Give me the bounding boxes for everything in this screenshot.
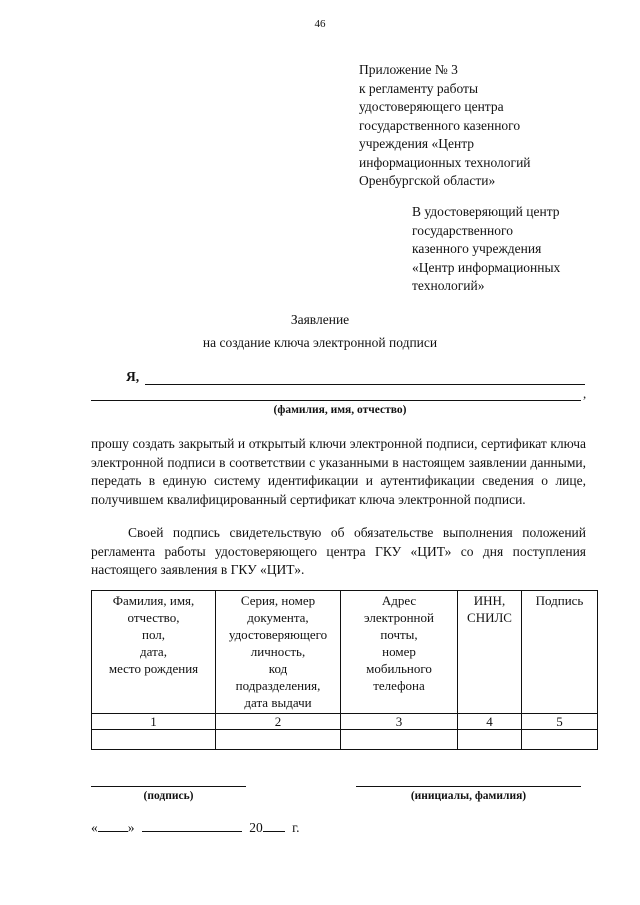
date-open-quote: «	[91, 820, 98, 835]
header-contact-cell: Адрес электронной почты, номер мобильного телефона	[341, 591, 458, 714]
obligation-paragraph: Своей подпись свидетельствую об обязательстве выполнения положений регламента работы удостоверяющего центра ГКУ «ЦИТ» со дня поступления настоящего заявления в ГКУ «ЦИТ».	[91, 525, 586, 578]
date-line	[91, 820, 300, 836]
day-blank[interactable]	[98, 831, 128, 832]
year-blank[interactable]	[263, 831, 285, 832]
year-suffix: г.	[292, 820, 300, 835]
addressee-line: казенного учреждения	[412, 241, 542, 256]
annex-line: Оренбургской области»	[359, 173, 496, 188]
initials-line[interactable]	[356, 786, 581, 787]
annex-line: государственного казенного	[359, 117, 521, 133]
entry-document-cell[interactable]	[216, 730, 341, 750]
document-title: Заявление	[290, 312, 350, 327]
page-number: 46	[314, 18, 326, 30]
annex-line: к регламенту работы	[359, 80, 479, 96]
addressee-line: технологий»	[412, 278, 485, 293]
annex-line: удостоверяющего центра	[359, 99, 504, 114]
addressee-line: государственного	[412, 222, 513, 238]
month-blank[interactable]	[142, 831, 242, 832]
initials-caption: (инициалы, фамилия)	[410, 790, 527, 802]
entry-inn-snils-cell[interactable]	[458, 730, 522, 750]
addressee-line: «Центр информационных	[412, 259, 561, 275]
column-number: 1	[92, 714, 216, 730]
entry-contact-cell[interactable]	[341, 730, 458, 750]
applicant-name-line-1[interactable]	[145, 384, 585, 385]
addressee-line: В удостоверяющий центр	[412, 204, 560, 219]
addressee-block	[412, 203, 612, 296]
entry-full-name-cell[interactable]	[92, 730, 216, 750]
applicant-name-line-2[interactable]	[91, 400, 581, 401]
header-signature-cell: Подпись	[522, 591, 598, 714]
column-number: 4	[458, 714, 522, 730]
column-number: 5	[522, 714, 598, 730]
annex-line: информационных технологий	[359, 154, 531, 170]
signature-line[interactable]	[91, 786, 246, 787]
header-inn-snils-cell: ИНН, СНИЛС	[458, 591, 522, 714]
column-number: 2	[216, 714, 341, 730]
header-document-cell: Серия, номер документа, удостоверяющего личность, код подразделения, дата выдачи	[216, 591, 341, 714]
table-header-row	[92, 591, 598, 714]
signature-caption: (подпись)	[143, 790, 194, 802]
applicant-caption: (фамилия, имя, отчество)	[273, 404, 407, 416]
header-full-name-cell: Фамилия, имя, отчество, пол, дата, место рождения	[92, 591, 216, 714]
year-prefix: 20	[249, 820, 263, 835]
applicant-comma: ,	[583, 386, 587, 401]
column-number: 3	[341, 714, 458, 730]
annex-heading	[359, 61, 599, 191]
annex-line: Приложение № 3	[359, 62, 458, 77]
applicant-data-table	[91, 590, 598, 750]
document-subtitle: на создание ключа электронной подписи	[202, 335, 438, 350]
table-number-row	[92, 714, 598, 730]
entry-signature-cell[interactable]	[522, 730, 598, 750]
annex-line: учреждения «Центр	[359, 136, 475, 151]
date-close-quote: »	[127, 820, 135, 835]
request-paragraph: прошу создать закрытый и открытый ключи электронной подписи, сертификат ключа электронной подписи в соответствии с указанными в настоящем заявлении данными, передать в единую систему идентификации и аутентификации сведения о лице, получившем квалифицированный сертификат ключа электронной подписи.	[91, 436, 586, 507]
table-entry-row	[92, 730, 598, 750]
applicant-prefix: Я,	[126, 369, 140, 384]
